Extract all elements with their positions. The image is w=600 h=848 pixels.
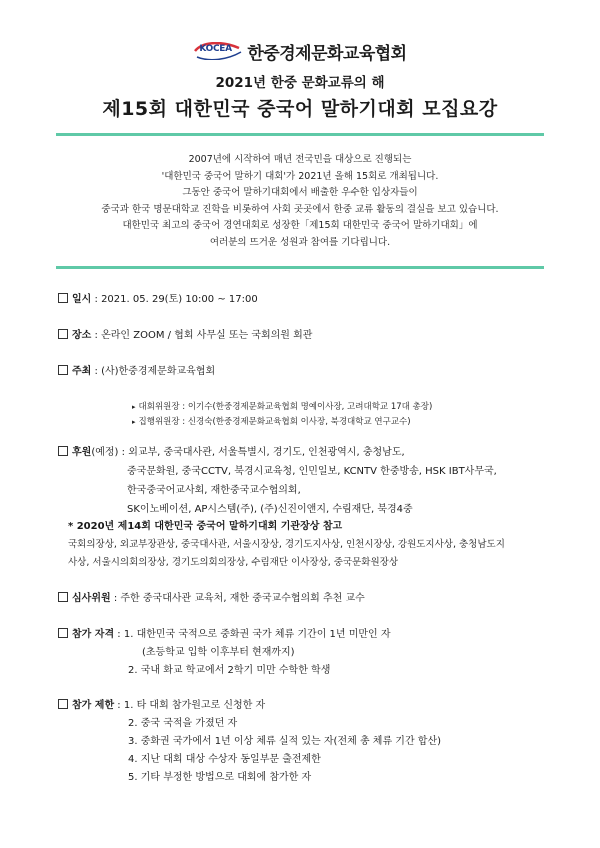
committee-executive-text: 집행위원장 : 신경숙(한중경제문화교육협회 이사장, 북경대학교 연구교수) [138,417,411,427]
sponsor-item: 후원(예정) : 외교부, 중국대사관, 서울특별시, 경기도, 인천광역시, 충청남도, [58,445,405,461]
host-value: (사)한중경제문화교육협회 [101,366,216,377]
document-title: 제15회 대한민국 중국어 말하기대회 모집요강 [102,98,498,120]
sponsor-note: * 2020년 제14회 대한민국 중국어 말하기대회 기관장상 참고 [68,521,343,532]
intro-line: 대한민국 최고의 중국어 경연대회로 성장한「제15회 대한민국 중국어 말하기대회」에 [122,220,478,231]
intro-line: 중국과 한국 명문대학교 진학을 비롯하여 사회 곳곳에서 한중 교류 활동의 결실을 보고 있습니다. [101,203,499,215]
date-item: 일시 : 2021. 05. 29(토) 10:00 ~ 17:00 [58,292,258,308]
sponsor-label: 후원 [72,447,92,458]
host-item: 주최 : (사)한중경제문화교육협회 [58,364,215,380]
checkbox-icon [58,446,68,456]
restrictions-label: 참가 제한 [72,700,115,711]
organization-name: 한중경제문화교육협회 [247,43,407,64]
organization-logo [193,42,243,60]
eligibility-line: 1. 대한민국 국적으로 중화권 국가 체류 기간이 1년 미만인 자 [123,629,391,640]
intro-line: 2007년에 시작하여 매년 전국민을 대상으로 진행되는 [188,154,412,165]
checkbox-icon [58,365,68,375]
award-line: 사상, 서울시의회의장상, 경기도의회의장상, 수림재단 이사장상, 중국문화원장상 [68,557,399,568]
venue-label: 장소 [72,330,92,341]
intro-line: 여러분의 뜨거운 성원과 참여를 기다립니다. [209,236,391,248]
top-divider [56,133,544,136]
intro-paragraph [40,152,560,251]
sponsor-line: SK이노베이션, AP시스템(주), (주)신진이앤지, 수림재단, 북경4중 [127,504,413,515]
restriction-line: 3. 중화권 국가에서 1년 이상 체류 실적 있는 자(전체 총 체류 기간 합산) [128,736,442,747]
restriction-line: 1. 타 대회 참가원고로 신청한 자 [123,700,266,711]
document-subtitle: 2021년 한중 문화교류의 해 [215,75,385,91]
organization-line [0,38,600,64]
sponsor-line: 한국중국어교사회, 재한중국교수협의회, [127,485,301,496]
triangle-bullet-icon: ▸ [132,418,136,426]
restriction-line: 2. 중국 국적을 가졌던 자 [128,718,238,729]
bottom-divider [56,266,544,269]
checkbox-icon [58,592,68,602]
checkbox-icon [58,293,68,303]
triangle-bullet-icon: ▸ [132,403,136,411]
date-label: 일시 [72,294,92,305]
logo-text: KOCEA [199,44,232,54]
award-line: 국회의장상, 외교부장관상, 중국대사관, 서울시장상, 경기도지사상, 인천시장상, 강원도지사상, 충청남도지 [68,539,505,550]
host-label: 주최 [72,366,92,377]
document-header [0,38,600,121]
sponsor-line: 중국문화원, 중국CCTV, 북경시교육청, 인민일보, KCNTV 한중방송, HSK IBT사무국, [127,466,497,477]
eligibility-line: 2. 국내 화교 학교에서 2학기 미만 수학한 학생 [128,665,331,676]
judges-value: 주한 중국대사관 교육처, 재한 중국교수협의회 추천 교수 [120,593,365,604]
sponsor-line: 외교부, 중국대사관, 서울특별시, 경기도, 인천광역시, 충청남도, [128,447,405,458]
judges-label: 심사위원 [72,593,111,604]
checkbox-icon [58,699,68,709]
committee-executive [132,415,411,430]
restrictions-item: 참가 제한 : 1. 타 대회 참가원고로 신청한 자 [58,698,265,714]
restriction-line: 5. 기타 부정한 방법으로 대회에 참가한 자 [128,772,312,783]
venue-value: 온라인 ZOOM / 협회 사무실 또는 국회의원 회관 [101,330,313,341]
venue-item: 장소 : 온라인 ZOOM / 협회 사무실 또는 국회의원 회관 [58,328,312,344]
judges-item: 심사위원 : 주한 중국대사관 교육처, 재한 중국교수협의회 추천 교수 [58,591,365,607]
committee-chair-text: 대회위원장 : 이기수(한중경제문화교육협회 명예이사장, 고려대학교 17대 총장) [138,402,433,412]
eligibility-label: 참가 자격 [72,629,115,640]
checkbox-icon [58,628,68,638]
intro-line: 그동안 중국어 말하기대회에서 배출한 우수한 입상자들이 [182,187,418,198]
checkbox-icon [58,329,68,339]
sponsor-label-suffix: (예정) [91,447,119,458]
committee-chair [132,400,432,415]
restriction-line: 4. 지난 대회 대상 수상자 동일부문 출전제한 [128,754,321,765]
eligibility-item: 참가 자격 : 1. 대한민국 국적으로 중화권 국가 체류 기간이 1년 미만인 자 [58,627,391,643]
intro-line: '대한민국 중국어 말하기 대회'가 2021년 올해 15회로 개최됩니다. [161,170,439,182]
eligibility-line: (초등학교 입학 이후부터 현재까지) [142,647,295,658]
date-value: 2021. 05. 29(토) 10:00 ~ 17:00 [101,294,258,305]
